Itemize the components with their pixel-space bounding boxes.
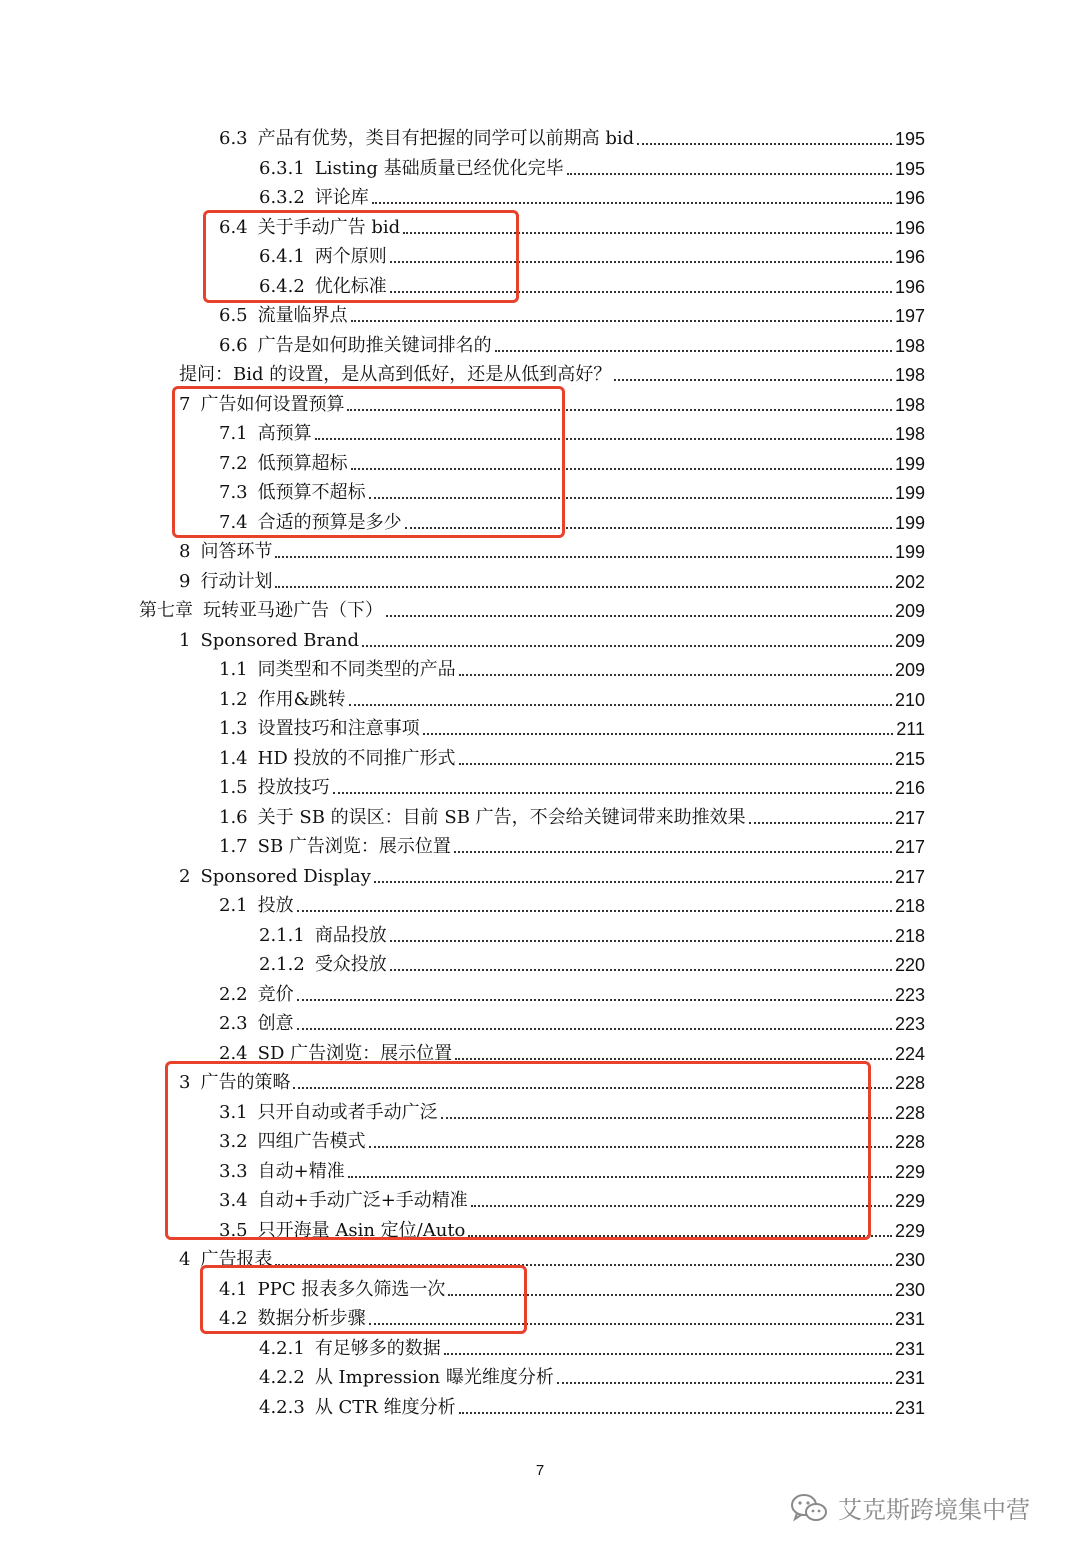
toc-entry-4-2-3[interactable]: [259, 1389, 925, 1419]
toc-entry-title: 只开海量 Asin 定位/Auto: [257, 1220, 466, 1241]
toc-entry-number: 1.2: [219, 689, 248, 710]
toc-entry-6-3-1[interactable]: [259, 150, 925, 180]
toc-entry-title: 优化标准: [314, 276, 387, 297]
toc-entry-number: 3.3: [219, 1161, 248, 1182]
toc-entry-page: 218: [894, 926, 925, 946]
toc-leader-dots: [333, 792, 892, 794]
toc-entry-title: 行动计划: [200, 571, 273, 592]
toc-entry-page: 211: [896, 719, 925, 739]
toc-entry-page: 196: [894, 277, 925, 297]
toc-entry-page: 228: [894, 1073, 925, 1093]
toc-leader-dots: [372, 202, 892, 204]
toc-entry-page: 196: [894, 218, 925, 238]
toc-leader-dots: [275, 586, 892, 588]
toc-entry-6-3-2[interactable]: [259, 179, 925, 209]
toc-entry-title: 广告是如何助推关键词排名的: [257, 335, 492, 356]
toc-entry-page: 229: [894, 1191, 925, 1211]
toc-entry-page: 197: [894, 306, 925, 326]
toc-entry-2-1-2[interactable]: [259, 946, 925, 976]
toc-entry-page: 223: [894, 1014, 925, 1034]
toc-entry-number: 1.6: [219, 807, 248, 828]
toc-entry-page: 224: [894, 1044, 925, 1064]
toc-entry-title: 只开自动或者手动广泛: [257, 1102, 438, 1123]
toc-entry-title: 高预算: [257, 423, 312, 444]
toc-entry-number: 1.3: [219, 718, 248, 739]
toc-entry-page: 231: [894, 1368, 925, 1388]
toc-entry-number: 1.1: [219, 659, 248, 680]
toc-entry-number: 2.1.2: [259, 954, 305, 975]
toc-entry-page: 229: [894, 1162, 925, 1182]
toc-leader-dots: [362, 645, 892, 647]
toc-leader-dots: [297, 1028, 892, 1030]
toc-entry-number: 3.4: [219, 1190, 248, 1211]
toc-entry-page: 199: [894, 483, 925, 503]
toc-entry-number: 7.2: [219, 453, 248, 474]
toc-entry-title: 两个原则: [314, 246, 387, 267]
toc-entry-number: 3.2: [219, 1131, 248, 1152]
toc-entry-1-2[interactable]: [219, 681, 925, 711]
toc-entry-title: 低预算超标: [257, 453, 348, 474]
toc-leader-dots: [351, 320, 892, 322]
toc-entry-title: 有足够多的数据: [314, 1338, 441, 1359]
highlight-box-6-4: [203, 210, 519, 303]
toc-entry-page: 216: [894, 778, 925, 798]
toc-entry-number: 7.4: [219, 512, 248, 533]
toc-entry-title: 商品投放: [314, 925, 387, 946]
toc-entry-6-3[interactable]: [219, 120, 925, 150]
toc-entry-page: 223: [894, 985, 925, 1005]
toc-entry-title: SB 广告浏览：展示位置: [257, 836, 451, 857]
toc-entry-number: 6.5: [219, 305, 248, 326]
toc-entry-page: 198: [894, 336, 925, 356]
toc-leader-dots: [297, 999, 892, 1001]
toc-entry-1-3[interactable]: [219, 710, 925, 740]
toc-entry-page: 217: [894, 808, 925, 828]
toc-entry-number: 4.2: [219, 1308, 248, 1329]
toc-entry-number: 1.4: [219, 748, 248, 769]
toc-entry-number: 7.3: [219, 482, 248, 503]
toc-entry-title: 合适的预算是多少: [257, 512, 402, 533]
toc-leader-dots: [390, 969, 892, 971]
toc-leader-dots: [275, 556, 892, 558]
toc-entry-2-1-1[interactable]: [259, 917, 925, 947]
toc-entry-number: 2.4: [219, 1043, 248, 1064]
toc-entry-number: 2.3: [219, 1013, 248, 1034]
highlight-box-4-1-4-2: [200, 1265, 527, 1334]
toc-entry-6-6[interactable]: [219, 327, 925, 357]
toc-leader-dots: [297, 910, 892, 912]
toc-entry-page: 230: [894, 1250, 925, 1270]
toc-entry-title: 创意: [257, 1013, 294, 1034]
toc-entry-number: 6.4.1: [259, 246, 305, 267]
toc-entry-title: HD 投放的不同推广形式: [257, 748, 456, 769]
toc-entry-page: 209: [894, 660, 925, 680]
toc-entry-page: 196: [894, 188, 925, 208]
highlight-box-3: [165, 1061, 871, 1240]
toc-entry-1-1[interactable]: [219, 651, 925, 681]
toc-entry-number: 6.4: [219, 217, 248, 238]
toc-entry-number: 3.5: [219, 1220, 248, 1241]
toc-entry-2-1[interactable]: [219, 887, 925, 917]
toc-leader-dots: [386, 615, 892, 617]
watermark-text: 艾克斯跨境集中营: [838, 1496, 1030, 1524]
toc-entry-title: 广告报表: [200, 1249, 273, 1270]
toc-entry-number: 1.5: [219, 777, 248, 798]
toc-entry-4-2-2[interactable]: [259, 1359, 925, 1389]
toc-entry-title: 提问：Bid 的设置，是从高到低好，还是从低到高好？: [179, 364, 612, 385]
toc-entry-1-7[interactable]: [219, 828, 925, 858]
toc-entry-number: 8: [179, 541, 191, 562]
toc-entry-number: 6.6: [219, 335, 248, 356]
toc-entry-2-3[interactable]: [219, 1005, 925, 1035]
toc-entry-9[interactable]: [179, 563, 925, 593]
toc-entry-1-6[interactable]: [219, 799, 925, 829]
toc-entry-page: 195: [894, 129, 925, 149]
toc-entry-page: 198: [894, 365, 925, 385]
toc-leader-dots: [454, 851, 892, 853]
highlight-box-7: [172, 386, 565, 538]
toc-entry-number: 2.2: [219, 984, 248, 1005]
toc-leader-dots: [390, 940, 892, 942]
toc-entry-number: 1.7: [219, 836, 248, 857]
watermark: [790, 1490, 1030, 1525]
toc-entry-number: 4.1: [219, 1279, 248, 1300]
toc-leader-dots: [349, 704, 892, 706]
toc-entry-number: 6.3: [219, 128, 248, 149]
toc-entry-number: 7.1: [219, 423, 248, 444]
toc-leader-dots: [444, 1353, 892, 1355]
toc-entry-number: 2.1.1: [259, 925, 305, 946]
toc-entry-title: 关于 SB 的误区：目前 SB 广告，不会给关键词带来助推效果: [257, 807, 746, 828]
toc-entry-number: 4.2.3: [259, 1397, 305, 1418]
toc-entry-title: 玩转亚马逊广告（下）: [203, 600, 383, 621]
toc-entry-1-5[interactable]: [219, 769, 925, 799]
toc-entry-page: 209: [894, 601, 925, 621]
toc-entry-number: 6.3.2: [259, 187, 305, 208]
toc-entry-page: 209: [894, 631, 925, 651]
toc-leader-dots: [459, 674, 892, 676]
toc-entry-page: 231: [894, 1339, 925, 1359]
toc-entry-chapter-7[interactable]: [139, 592, 925, 622]
toc-entry-page: 199: [894, 454, 925, 474]
toc-leader-dots: [557, 1382, 892, 1384]
toc-leader-dots: [495, 350, 892, 352]
toc-entry-title: 受众投放: [314, 954, 387, 975]
toc-entry-page: 228: [894, 1103, 925, 1123]
toc-entry-title: PPC 报表多久筛选一次: [257, 1279, 446, 1300]
toc-entry-page: 231: [894, 1398, 925, 1418]
toc-entry-page: 195: [894, 159, 925, 179]
toc-entry-title: 自动+手动广泛+手动精准: [257, 1190, 468, 1211]
toc-entry-page: 215: [894, 749, 925, 769]
toc-entry-page: 231: [894, 1309, 925, 1329]
page-number: 7: [535, 1462, 545, 1479]
toc-entry-title: 数据分析步骤: [257, 1308, 366, 1329]
toc-entry-title: 投放技巧: [257, 777, 330, 798]
toc-entry-title: 设置技巧和注意事项: [257, 718, 420, 739]
toc-entry-title: Sponsored Display: [200, 866, 371, 887]
toc-entry-number: 2.1: [219, 895, 248, 916]
toc-entry-4-2-1[interactable]: [259, 1330, 925, 1360]
toc-entry-1[interactable]: [179, 622, 925, 652]
toc-entry-title: 低预算不超标: [257, 482, 366, 503]
toc-leader-dots: [459, 763, 892, 765]
toc-entry-1-4[interactable]: [219, 740, 925, 770]
toc-entry-number: 3.1: [219, 1102, 248, 1123]
toc-leader-dots: [567, 173, 892, 175]
toc-entry-title: 作用&跳转: [257, 689, 346, 710]
toc-entry-number: 3: [179, 1072, 191, 1093]
toc-entry-title: 从 Impression 曝光维度分析: [314, 1367, 554, 1388]
toc-entry-page: 198: [894, 424, 925, 444]
toc-entry-number: 9: [179, 571, 191, 592]
toc-entry-page: 230: [894, 1280, 925, 1300]
toc-entry-number: 7: [179, 394, 191, 415]
toc-leader-dots: [459, 1412, 892, 1414]
toc-entry-title: 投放: [257, 895, 294, 916]
toc-entry-title: 同类型和不同类型的产品: [257, 659, 456, 680]
toc-entry-question[interactable]: [179, 356, 925, 386]
toc-entry-number: 6.3.1: [259, 158, 305, 179]
toc-entry-number: 第七章: [139, 600, 193, 621]
toc-entry-title: Listing 基础质量已经优化完毕: [314, 158, 564, 179]
toc-entry-page: 198: [894, 395, 925, 415]
toc-entry-title: 流量临界点: [257, 305, 348, 326]
toc-entry-title: 自动+精准: [257, 1161, 345, 1182]
toc-entry-page: 220: [894, 955, 925, 975]
toc-entry-number: 4.2.2: [259, 1367, 305, 1388]
toc-entry-title: Sponsored Brand: [200, 630, 359, 651]
toc-entry-title: 竞价: [257, 984, 294, 1005]
toc-entry-title: 广告如何设置预算: [200, 394, 345, 415]
toc-entry-number: 4: [179, 1249, 191, 1270]
toc-entry-page: 229: [894, 1221, 925, 1241]
toc-entry-page: 199: [894, 542, 925, 562]
toc-entry-title: 问答环节: [200, 541, 273, 562]
toc-entry-page: 202: [894, 572, 925, 592]
toc-entry-number: 4.2.1: [259, 1338, 305, 1359]
toc-leader-dots: [455, 1058, 892, 1060]
toc-entry-number: 1: [179, 630, 191, 651]
toc-entry-title: 评论库: [314, 187, 369, 208]
toc-entry-title: 关于手动广告 bid: [257, 217, 401, 238]
toc-leader-dots: [423, 733, 894, 735]
toc-entry-page: 218: [894, 896, 925, 916]
toc-entry-2-2[interactable]: [219, 976, 925, 1006]
toc-entry-title: 四组广告模式: [257, 1131, 366, 1152]
toc-entry-number: 6.4.2: [259, 276, 305, 297]
toc-leader-dots: [749, 822, 892, 824]
toc-entry-number: 2: [179, 866, 191, 887]
toc-leader-dots: [374, 881, 892, 883]
toc-entry-page: 217: [894, 867, 925, 887]
toc-entry-title: 广告的策略: [200, 1072, 291, 1093]
toc-leader-dots: [614, 379, 892, 381]
toc-entry-page: 217: [894, 837, 925, 857]
wechat-icon: [790, 1492, 828, 1524]
toc-entry-page: 196: [894, 247, 925, 267]
toc-entry-page: 228: [894, 1132, 925, 1152]
toc-entry-page: 210: [894, 690, 925, 710]
toc-entry-title: 从 CTR 维度分析: [314, 1397, 456, 1418]
toc-entry-2[interactable]: [179, 858, 925, 888]
toc-entry-title: SD 广告浏览：展示位置: [257, 1043, 453, 1064]
toc-entry-title: 产品有优势，类目有把握的同学可以前期高 bid: [257, 128, 635, 149]
toc-entry-page: 199: [894, 513, 925, 533]
toc-leader-dots: [637, 143, 892, 145]
